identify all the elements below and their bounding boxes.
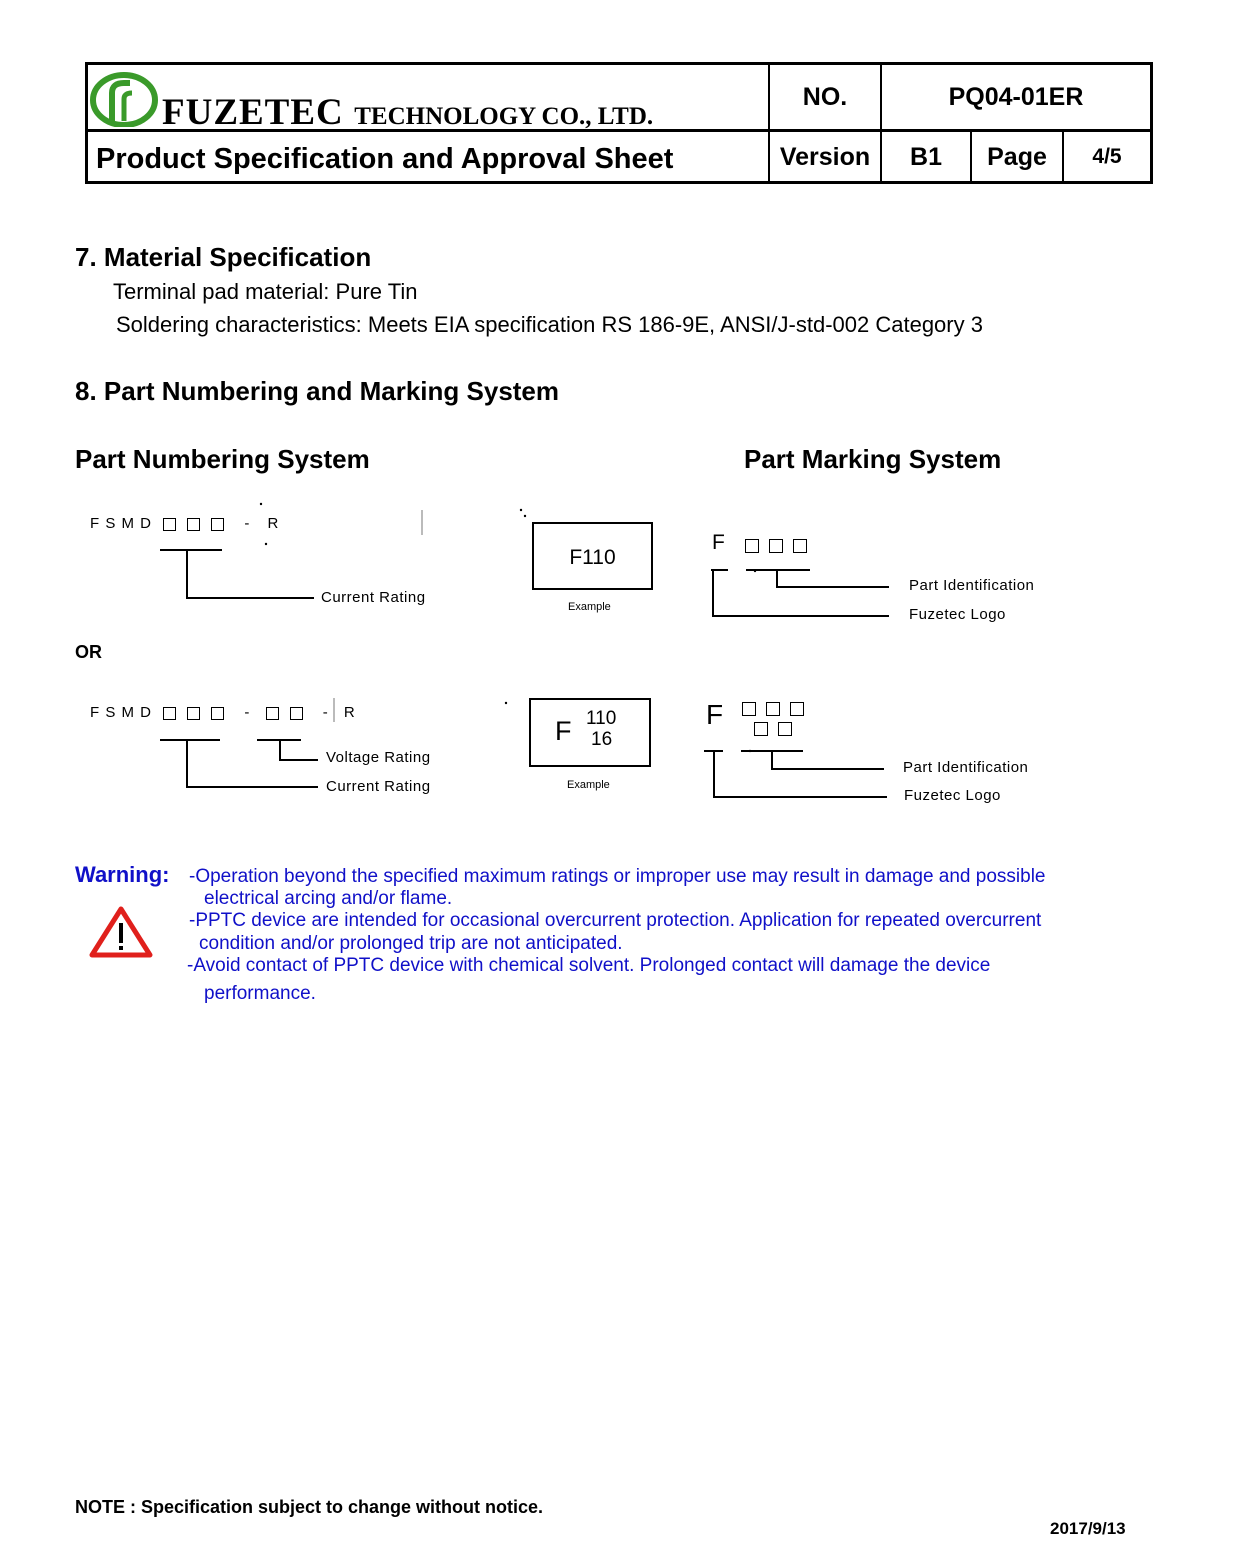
marking-letter-1: F — [712, 531, 725, 554]
marking-squares-1 — [745, 537, 817, 555]
fuzetec-logo-label-2: Fuzetec Logo — [904, 787, 1001, 804]
doc-title: Product Specification and Approval Sheet — [96, 143, 674, 175]
example-marking-text: F110 — [569, 546, 616, 569]
part-number-pattern-2: F S M D - - R — [90, 704, 356, 721]
marking-squares-2-bottom — [754, 720, 802, 738]
marking-letter-2: F — [706, 699, 724, 730]
or-label: OR — [75, 642, 102, 662]
example-marking-box-2 — [529, 698, 651, 767]
page-label: Page — [987, 142, 1047, 171]
footer-date: 2017/9/13 — [1050, 1519, 1126, 1538]
warning-line-3b: performance. — [204, 983, 316, 1004]
page-value: 4/5 — [1092, 145, 1122, 168]
part-marking-title: Part Marking System — [744, 444, 1002, 474]
version-value: B1 — [910, 142, 942, 171]
warning-line-1b: electrical arcing and/or flame. — [204, 888, 453, 909]
warning-triangle-icon — [88, 905, 154, 959]
part-numbering-title: Part Numbering System — [75, 444, 370, 474]
version-label: Version — [779, 142, 871, 171]
example-label-1: Example — [568, 601, 611, 613]
current-rating-label-1: Current Rating — [321, 589, 426, 606]
example-marking-bottom: 16 — [591, 729, 613, 750]
part-identification-label-1: Part Identification — [909, 577, 1035, 594]
example-marking-box-1 — [532, 522, 653, 590]
warning-label: Warning: — [75, 862, 170, 887]
example-label-2: Example — [567, 779, 610, 791]
warning-line-2: -PPTC device are intended for occasional overcurrent protection. Application for repeated overcurrent — [189, 910, 1042, 931]
part-identification-label-2: Part Identification — [903, 759, 1029, 776]
marking-squares-2-top — [742, 700, 814, 718]
footer-note: NOTE : Specification subject to change without notice. — [75, 1497, 544, 1517]
section-8-heading: 8. Part Numbering and Marking System — [75, 376, 560, 406]
current-rating-label-2: Current Rating — [326, 778, 431, 795]
no-label: NO. — [802, 82, 848, 111]
warning-line-2b: condition and/or prolonged trip are not anticipated. — [199, 933, 623, 954]
company-name: FUZETEC TECHNOLOGY CO., LTD. — [162, 92, 654, 133]
section-7-heading: 7. Material Specification — [75, 242, 372, 272]
voltage-rating-label: Voltage Rating — [326, 749, 431, 766]
warning-line-1: -Operation beyond the specified maximum ratings or improper use may result in damage and possible — [189, 866, 1046, 887]
terminal-pad-material: Terminal pad material: Pure Tin — [113, 279, 418, 304]
example-marking-top: 110 — [586, 708, 617, 729]
doc-number: PQ04-01ER — [948, 82, 1084, 111]
fuzetec-logo-label-1: Fuzetec Logo — [909, 606, 1006, 623]
example-marking-letter: F — [555, 716, 572, 746]
part-number-pattern-1: F S M D - R — [90, 515, 280, 532]
warning-line-3: -Avoid contact of PPTC device with chemical solvent. Prolonged contact will damage the device — [187, 955, 991, 976]
soldering-characteristics: Soldering characteristics: Meets EIA specification RS 186-9E, ANSI/J-std-002 Category 3 — [116, 312, 983, 337]
